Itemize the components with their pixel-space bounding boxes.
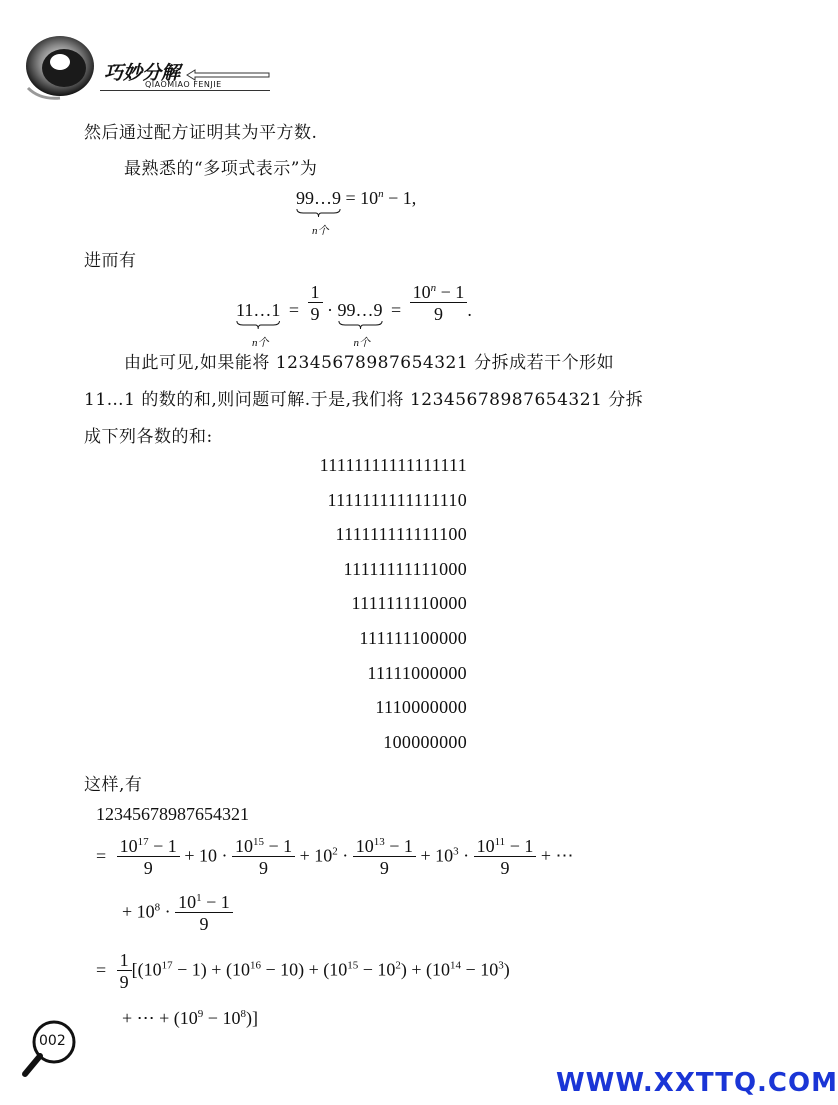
number-rows — [320, 452, 467, 763]
footer-url: WWW.XXTTQ.COM — [556, 1068, 838, 1098]
header-title: 巧妙分解 — [104, 62, 181, 84]
page-number: 002 — [39, 1033, 66, 1049]
derivation-line-2: + $10^8$ · $\frac{10^1 - 1}{9}$ — [122, 892, 233, 935]
number-row: 111111111111100 — [335, 524, 467, 545]
number-row: 1110000000 — [375, 697, 467, 718]
derivation-line-4: + ⋯ + $(10^9 - 10^8)$] — [122, 1008, 258, 1028]
header-logo — [20, 28, 98, 106]
big-number: 12345678987654321 — [96, 804, 249, 824]
number-row: 100000000 — [383, 731, 467, 752]
para-1: 然后通过配方证明其为平方数. — [84, 123, 318, 143]
number-row: 1111111110000 — [351, 593, 467, 614]
para-5: 这样,有 — [84, 775, 143, 795]
equation-2: 11…1 n个 = $\frac{1}{9}$ · 99…9 n个 = $\frac{10^n - 1}{9}$ . — [236, 282, 472, 349]
number-row: 11111111111111111 — [319, 455, 467, 475]
para-2: 最熟悉的“多项式表示”为 — [124, 159, 318, 179]
para-4-line-2: 11…1 的数的和,则问题可解.于是,我们将 12345678987654321 分拆 — [84, 390, 644, 410]
number-row: 1111111111111110 — [327, 489, 467, 510]
para-4-line-1: 由此可见,如果能将 12345678987654321 分拆成若干个形如 — [124, 353, 615, 373]
equation-1: 99…9 n个 = $10^n - 1$, — [296, 188, 417, 237]
header-rule — [100, 90, 270, 91]
para-4-line-3: 成下列各数的和: — [84, 427, 213, 447]
para-3: 进而有 — [84, 251, 137, 271]
magnifier-icon — [20, 1018, 80, 1080]
derivation-line-3: = $\frac{1}{9}$ [$(10^{17} - 1) + (10^{16} - 10) + (10^{15} - 10^2) + (10^{14} - 10^3)$ — [96, 950, 510, 992]
header-subtitle: QIAOMIAO FENJIE — [145, 80, 222, 89]
derivation-line-1: = $\frac{10^{17} - 1}{9}$ + 10 · $\frac{10^{15} - 1}{9}$ + $10^2$ · $\frac{10^{13} - 1}{9}$ + $10^3$ · $\frac{10^{11} - 1}{9}$ + ⋯ — [96, 836, 574, 878]
number-row: 11111000000 — [367, 662, 467, 683]
number-row: 111111100000 — [359, 627, 467, 648]
header-arrow-icon — [185, 66, 271, 85]
number-row: 11111111111000 — [343, 558, 467, 579]
